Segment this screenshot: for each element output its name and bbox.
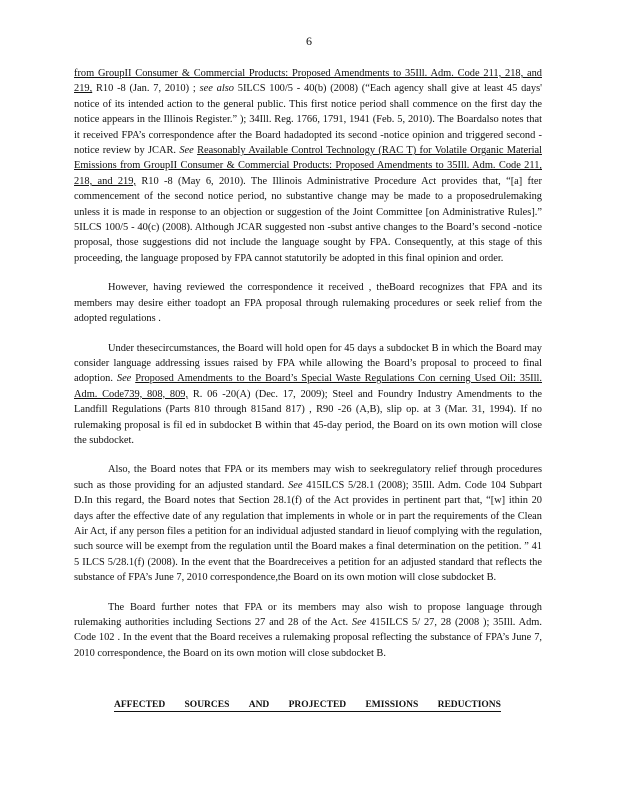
- text-run: The Board further notes that FPA or its members may also wish to propose language through rulemaking authorities including Sections 27 and 28 of the Act.: [74, 601, 542, 628]
- text-run: 5ILCS 100/5 - 40(b) (2008) (“Each agency shall give at least 45 days' notice of its intended action to the general public. This first notice period shall commence on the first day the notice appears in the Illinois Register.” ); 34Ill. Reg. 1766, 1791, 1941 (Feb. 5, 2010). The Boardalso notes that it received FPA’s correspondence after the Board hadadopted its second -notice opinion and triggered second -notice review by JCAR.: [74, 83, 542, 157]
- paragraph-2: However, having reviewed the correspondence it received , theBoard recognizes that FPA and its members may desire either toadopt an FPA proposal through rulemaking procedures or seek relief from the adopted regulations .: [74, 282, 542, 325]
- signal-see: See: [288, 479, 303, 491]
- body-text: [74, 66, 542, 675]
- section-heading: [114, 700, 501, 712]
- paragraph-1: [74, 66, 542, 266]
- case-citation: Reasonably Available Control Technology (RAC T) for Volatile Organic Material Emissions from GroupII Consumer & Commercial Products: Proposed Amendments to 35Ill. Adm. Code 211, 218, and 219,: [74, 145, 542, 187]
- page-number: 6: [306, 34, 312, 48]
- heading-word: AFFECTED: [114, 700, 166, 710]
- heading-word: PROJECTED: [288, 700, 347, 710]
- case-citation: Proposed Amendments to the Board’s Special Waste Regulations Con cerning Used Oil: 35Ill. Adm. Code739, 808, 809,: [74, 373, 542, 400]
- heading-word: AND: [248, 700, 270, 710]
- heading-word: SOURCES: [184, 700, 230, 710]
- heading-word: EMISSIONS: [365, 700, 419, 710]
- heading-word: REDUCTIONS: [437, 700, 501, 710]
- text-run: 415ILCS 5/28.1 (2008); 35Ill. Adm. Code 104 Subpart D.In this regard, the Board notes that Section 28.1(f) of the Act provides in pertinent part that, “[w] ithin 20 days after the effective date of any regulation that implements in whole or in part the requirements of the Clean Air Act, if any person files a petition for an individual adjusted standard in lieuof complying with the regulation, such source will be exempt from the regulation until the Board makes a final determination on the petition. ” 41 5 ILCS 5/28.1(f) (2008). In the event that the Boardreceives a petition for an adjusted standard that reflects the substance of FPA’s June 7, 2010 correspondence,the Board on its own motion will close subdocket B.: [74, 479, 543, 584]
- text-run: Under thesecircumstances, the Board will hold open for 45 days a subdocket B in which the Board may consider language addressing issues raised by FPA while allowing the Board’s proposal to proceed to final adoption.: [74, 342, 542, 385]
- signal-see: See: [116, 373, 132, 385]
- text-run: Also, the Board notes that FPA or its members may wish to seekregulatory relief through procedures such as those providing for an adjusted standard.: [74, 464, 542, 491]
- paragraph-5: [74, 600, 542, 662]
- text-run: R10 -8 (Jan. 7, 2010) ;: [95, 83, 196, 95]
- signal-see: See: [351, 617, 367, 628]
- paragraph-4: [74, 462, 542, 585]
- case-citation: from GroupII Consumer & Commercial Products: Proposed Amendments to 35Ill. Adm. Code 211, 218, and 219,: [74, 68, 542, 95]
- text-run: R. 06 -20(A) (Dec. 17, 2009); Steel and Foundry Industry Amendments to the Landfill Regulations (Parts 810 through 815and 817) , R90 -26 (A,B), slip op. at 3 (Mar. 31, 1994). If no rulemaking proposal is fil ed in subdocket B within that 45-day period, the Board on its own motion will close the subdocket.: [74, 388, 542, 446]
- paragraph-3: [74, 341, 542, 449]
- text-run: 415ILCS 5/ 27, 28 (2008 ); 35Ill. Adm. Code 102 . In the event that the Board receives a rulemaking proposal reflecting the substance of FPA’s June 7, 2010 correspondence, the Board on its own motion will close subdocket B.: [74, 617, 542, 659]
- text-run: R10 -8 (May 6, 2010). The Illinois Administrative Procedure Act provides that, “[a] fter commencement of the second notice period, no substantive change may be made to a proposedrulemaking unless it is made in response to an objection or suggestion of the Joint Committee [on Administrative Rules].” 5ILCS 100/5 - 40(c) (2008). Although JCAR suggested non -subst antive changes to the Board’s second -notice proposal, those suggestions did not include the language sought by FPA. Consequently, at this stage of this proceeding, the language proposed by FPA cannot statutorily be adopted in this final opinion and order.: [74, 175, 542, 264]
- signal-see: See: [179, 145, 194, 157]
- signal-see-also: see also: [199, 83, 234, 95]
